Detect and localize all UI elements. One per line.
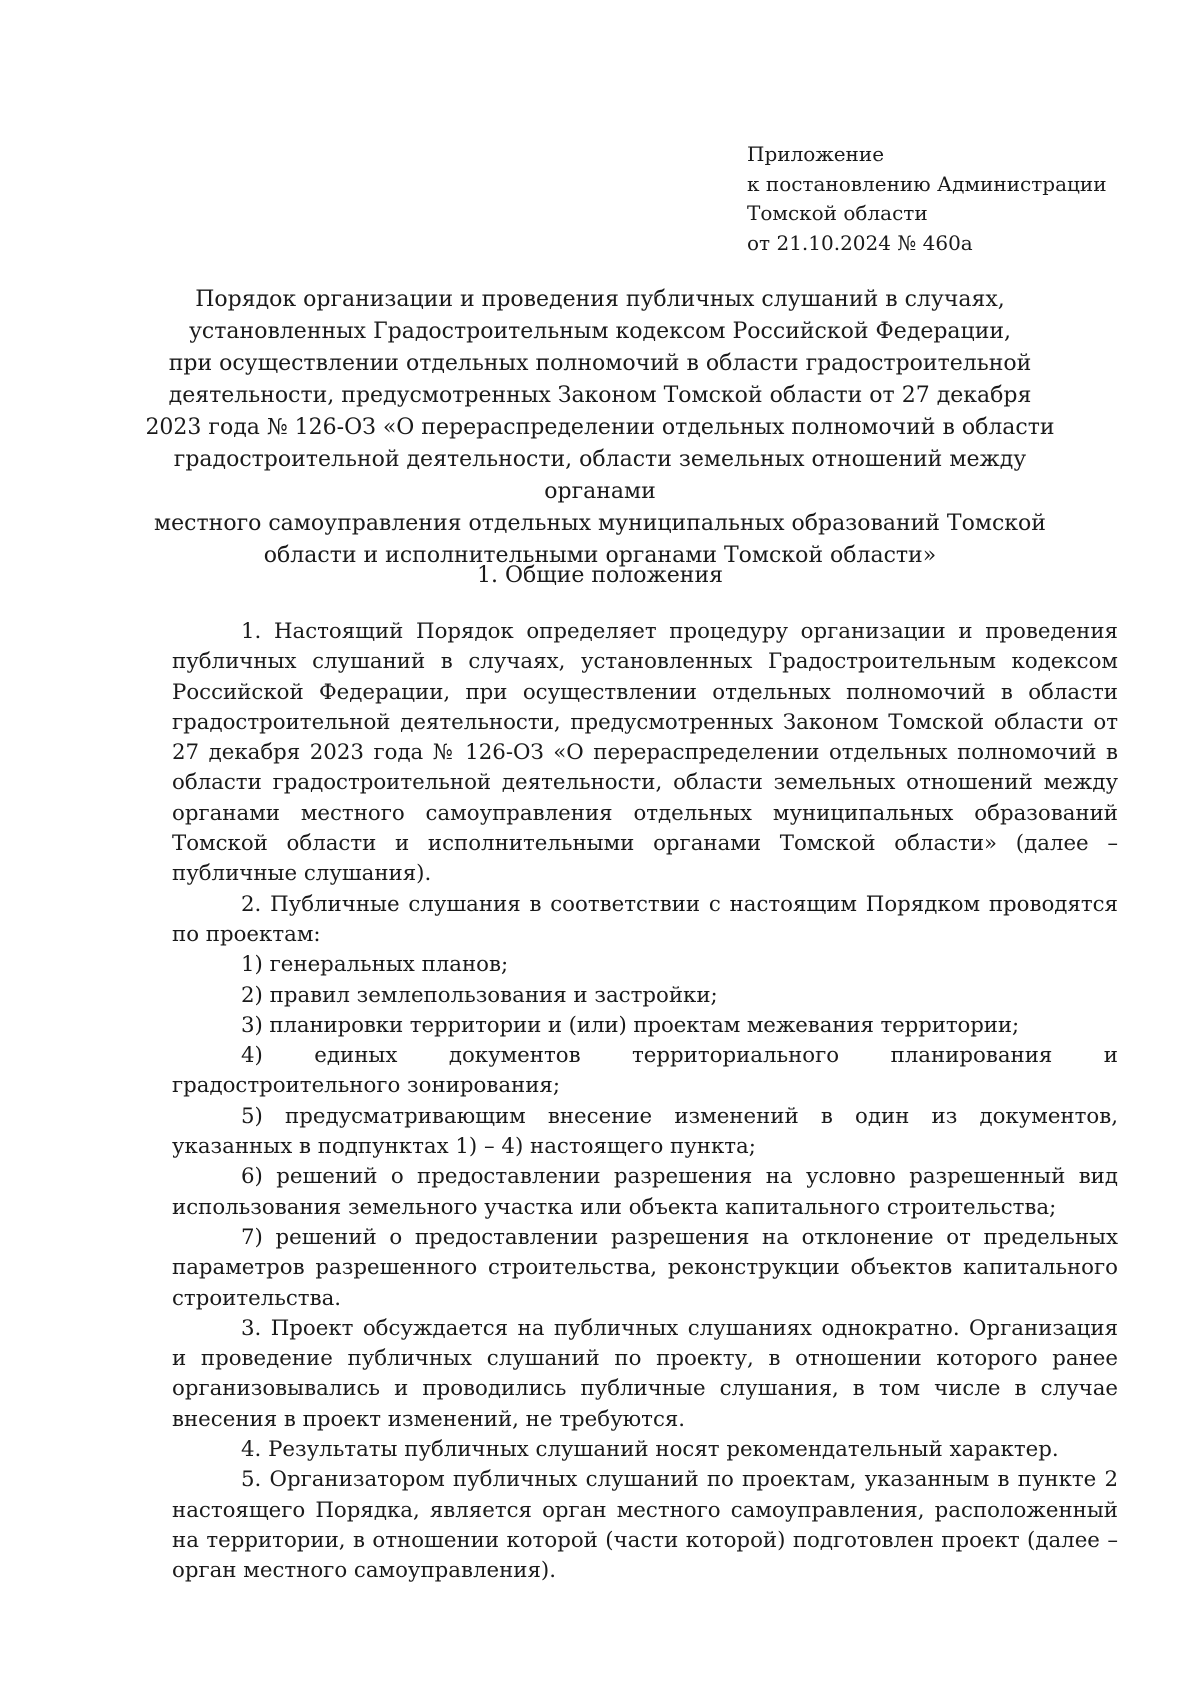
title-line: деятельности, предусмотренных Законом Томской области от 27 декабря: [168, 383, 1032, 408]
list-item: 5) предусматривающим внесение изменений в один из документов, указанных в подпунктах 1) – 4) настоящего пункта;: [172, 1103, 1118, 1160]
list-item: 3) планировки территории и (или) проектам межевания территории;: [241, 1012, 1020, 1038]
paragraph: 3. Проект обсуждается на публичных слушаниях однократно. Организация и проведение публичных слушаний по проекту, в отношении которого ранее организовывались и проводились публичные слушания, в том числе в случае внесения в проект изменений, не требуются.: [172, 1315, 1118, 1432]
document-body: [172, 617, 1118, 1587]
section-heading: 1. Общие положения: [477, 563, 723, 588]
paragraph: 2. Публичные слушания в соответствии с настоящим Порядком проводятся по проектам:: [172, 891, 1118, 947]
title-line: области и исполнительными органами Томской области»: [263, 543, 937, 568]
paragraph: 4. Результаты публичных слушаний носят рекомендательный характер.: [241, 1437, 1059, 1463]
list-item: 6) решений о предоставлении разрешения на условно разрешенный вид использования земельного участка или объекта капитального строительства;: [172, 1164, 1118, 1220]
appendix-line: Приложение: [747, 142, 885, 166]
list-item: 1) генеральных планов;: [241, 952, 509, 978]
appendix-date-number: от 21.10.2024 № 460а: [747, 230, 973, 255]
appendix-line: Томской области: [747, 201, 928, 225]
title-line: при осуществлении отдельных полномочий в области градостроительной: [168, 351, 1032, 376]
title-line: 2023 года № 126-ОЗ «О перераспределении отдельных полномочий в области: [145, 415, 1055, 440]
title-line: Порядок организации и проведения публичных слушаний в случаях,: [195, 287, 1005, 312]
list-item: 2) правил землепользования и застройки;: [241, 982, 718, 1008]
list-item: 7) решений о предоставлении разрешения на отклонение от предельных параметров разрешенного строительства, реконструкции объектов капитального строительства.: [172, 1224, 1118, 1311]
title-line: градостроительной деятельности, области земельных отношений между органами: [173, 447, 1027, 504]
appendix-line: к постановлению Администрации: [747, 171, 1107, 196]
title-line: местного самоуправления отдельных муниципальных образований Томской: [154, 511, 1046, 536]
list-item: 4) единых документов территориального планирования и градостроительного зонирования;: [172, 1043, 1118, 1099]
paragraph: 1. Настоящий Порядок определяет процедуру организации и проведения публичных слушаний в случаях, установленных Градостроительным кодексом Российской Федерации, при осуществлении отдельных полномочий в области градостроительной деятельности, предусмотренных Законом Томской области от 27 декабря 2023 года № 126-ОЗ «О перераспределении отдельных полномочий в области градостроительной деятельности, области земельных отношений между органами местного самоуправления отдельных муниципальных образований Томской области и исполнительными органами Томской области» (далее – публичные слушания).: [172, 619, 1118, 887]
paragraph: 5. Организатором публичных слушаний по проектам, указанным в пункте 2 настоящего Порядка, является орган местного самоуправления, расположенный на территории, в отношении которой (части которой) подготовлен проект (далее – орган местного самоуправления).: [172, 1467, 1118, 1584]
appendix-block: [747, 140, 1167, 258]
document-title: [130, 284, 1070, 572]
title-line: установленных Градостроительным кодексом Российской Федерации,: [188, 319, 1012, 344]
